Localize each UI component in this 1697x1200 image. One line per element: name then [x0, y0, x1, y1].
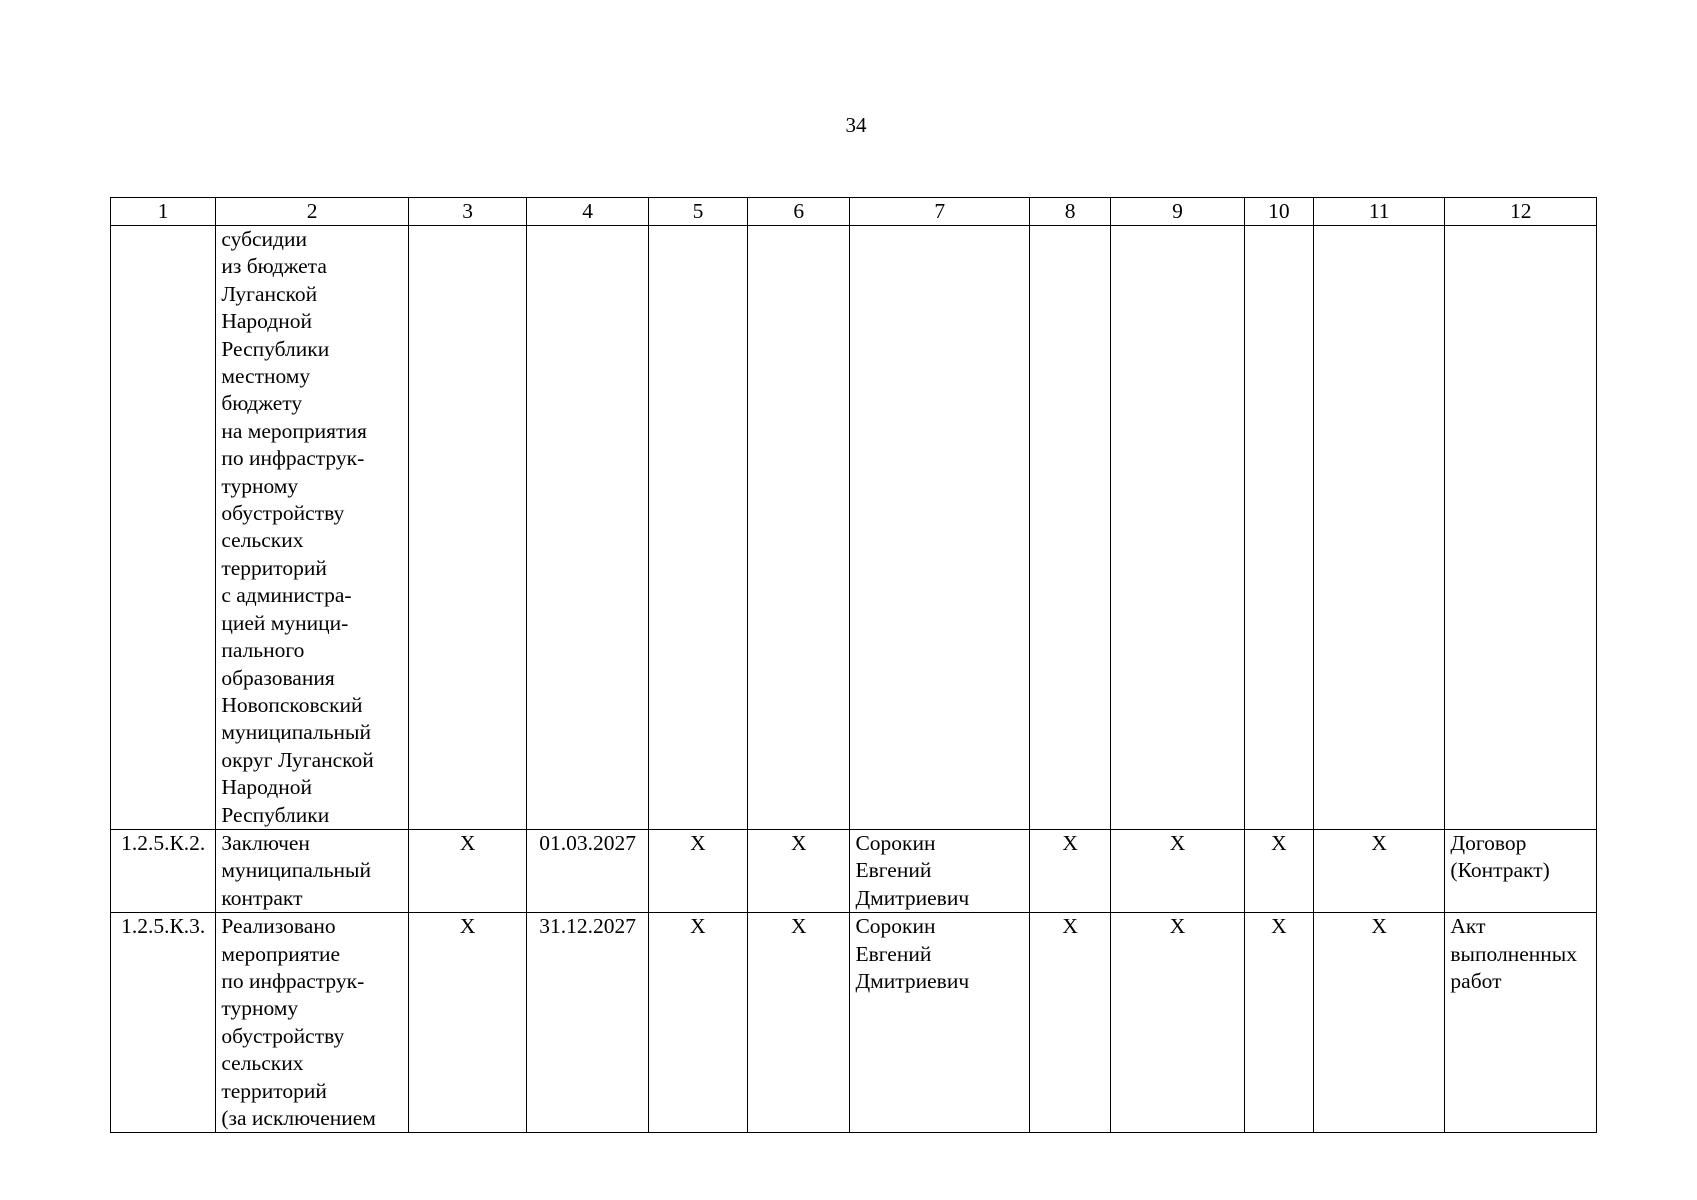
cell-line: муниципальный — [221, 858, 371, 883]
table-cell — [111, 226, 216, 830]
column-header: 4 — [527, 198, 648, 226]
x-cell: X — [408, 829, 526, 912]
cell-line: (Контракт) — [1450, 858, 1550, 883]
cell-line: Дмитриевич — [855, 968, 970, 993]
responsible-cell — [850, 829, 1030, 912]
x-cell: X — [648, 829, 747, 912]
cell-line: Заключен — [221, 830, 310, 855]
schedule-table — [110, 197, 1597, 1133]
cell-line: Республики — [221, 336, 330, 361]
table-cell — [1244, 226, 1313, 830]
code-cell: 1.2.5.К.3. — [111, 913, 216, 1133]
cell-line: Сорокин — [855, 830, 936, 855]
cell-line: образования — [221, 665, 335, 690]
x-cell: X — [1313, 829, 1444, 912]
cell-line: Народной — [221, 309, 312, 334]
x-cell: X — [1030, 913, 1111, 1133]
table-cell — [1313, 226, 1444, 830]
cell-line: (за исключением — [221, 1106, 376, 1130]
column-header: 6 — [748, 198, 850, 226]
page-number: 34 — [845, 113, 867, 137]
cell-line: субсидии — [221, 227, 308, 251]
cell-line: из бюджета — [221, 254, 327, 279]
column-header: 5 — [648, 198, 747, 226]
table-cell — [1030, 226, 1111, 830]
cell-line: сельских — [221, 1051, 304, 1076]
cell-line: Евгений — [855, 941, 932, 966]
table-cell — [850, 226, 1030, 830]
cell-line: Евгений — [855, 858, 932, 883]
column-header: 3 — [408, 198, 526, 226]
column-header: 7 — [850, 198, 1030, 226]
x-cell: X — [1030, 829, 1111, 912]
cell-line: турному — [221, 996, 299, 1021]
cell-line: с администра- — [221, 583, 352, 608]
x-cell: X — [1244, 829, 1313, 912]
cell-line: по инфраструк- — [221, 446, 365, 471]
cell-line: обустройству — [221, 501, 345, 526]
x-cell: X — [1111, 829, 1244, 912]
x-cell: X — [408, 913, 526, 1133]
code-cell: 1.2.5.К.2. — [111, 829, 216, 912]
table-cell — [527, 226, 648, 830]
cell-line: турному — [221, 473, 299, 498]
cell-line: Новопсковский — [221, 692, 363, 717]
cell-line: цией муници- — [221, 610, 349, 635]
cell-line: округ Луганской — [221, 747, 374, 772]
table-row — [111, 829, 1597, 912]
x-cell: X — [748, 829, 850, 912]
cell-line: Дмитриевич — [855, 885, 970, 910]
cell-line: контракт — [221, 885, 303, 910]
table-cell — [1445, 226, 1597, 830]
cell-line: выполненных — [1450, 941, 1577, 966]
column-number-row — [111, 198, 1597, 226]
cell-line: на мероприятия — [221, 418, 367, 443]
cell-line: обустройству — [221, 1023, 345, 1048]
x-cell: X — [648, 913, 747, 1133]
table-cell — [748, 226, 850, 830]
column-header: 12 — [1445, 198, 1597, 226]
column-header: 8 — [1030, 198, 1111, 226]
cell-line: по инфраструк- — [221, 968, 365, 993]
document-cell — [1445, 913, 1597, 1133]
x-cell: X — [1111, 913, 1244, 1133]
event-name-cell — [216, 913, 409, 1133]
cell-line: Договор — [1450, 830, 1527, 855]
cell-line: пального — [221, 638, 305, 663]
column-header: 9 — [1111, 198, 1244, 226]
x-cell: X — [748, 913, 850, 1133]
table-row — [111, 913, 1597, 1133]
column-header: 1 — [111, 198, 216, 226]
cell-line: территорий — [221, 555, 327, 580]
cell-line: работ — [1450, 968, 1502, 993]
cell-line: территорий — [221, 1078, 327, 1103]
cell-line: мероприятие — [221, 941, 341, 966]
cell-line: Сорокин — [855, 914, 936, 939]
event-name-cell — [216, 226, 409, 830]
responsible-cell — [850, 913, 1030, 1133]
x-cell: X — [1244, 913, 1313, 1133]
table-cell — [1111, 226, 1244, 830]
column-header: 11 — [1313, 198, 1444, 226]
date-cell: 01.03.2027 — [527, 829, 648, 912]
cell-line: Республики — [221, 802, 330, 827]
table-cell — [408, 226, 526, 830]
x-cell: X — [1313, 913, 1444, 1133]
column-header: 10 — [1244, 198, 1313, 226]
cell-line: Реализовано — [221, 914, 336, 939]
document-cell — [1445, 829, 1597, 912]
cell-line: сельских — [221, 528, 304, 553]
cell-line: Акт — [1450, 914, 1486, 939]
event-name-cell — [216, 829, 409, 912]
cell-line: местному — [221, 364, 311, 389]
table-cell — [648, 226, 747, 830]
cell-line: Луганской — [221, 281, 318, 306]
cell-line: бюджету — [221, 391, 303, 416]
continuation-row — [111, 226, 1597, 830]
column-header: 2 — [216, 198, 409, 226]
date-cell: 31.12.2027 — [527, 913, 648, 1133]
cell-line: Народной — [221, 775, 312, 800]
cell-line: муниципальный — [221, 720, 371, 745]
